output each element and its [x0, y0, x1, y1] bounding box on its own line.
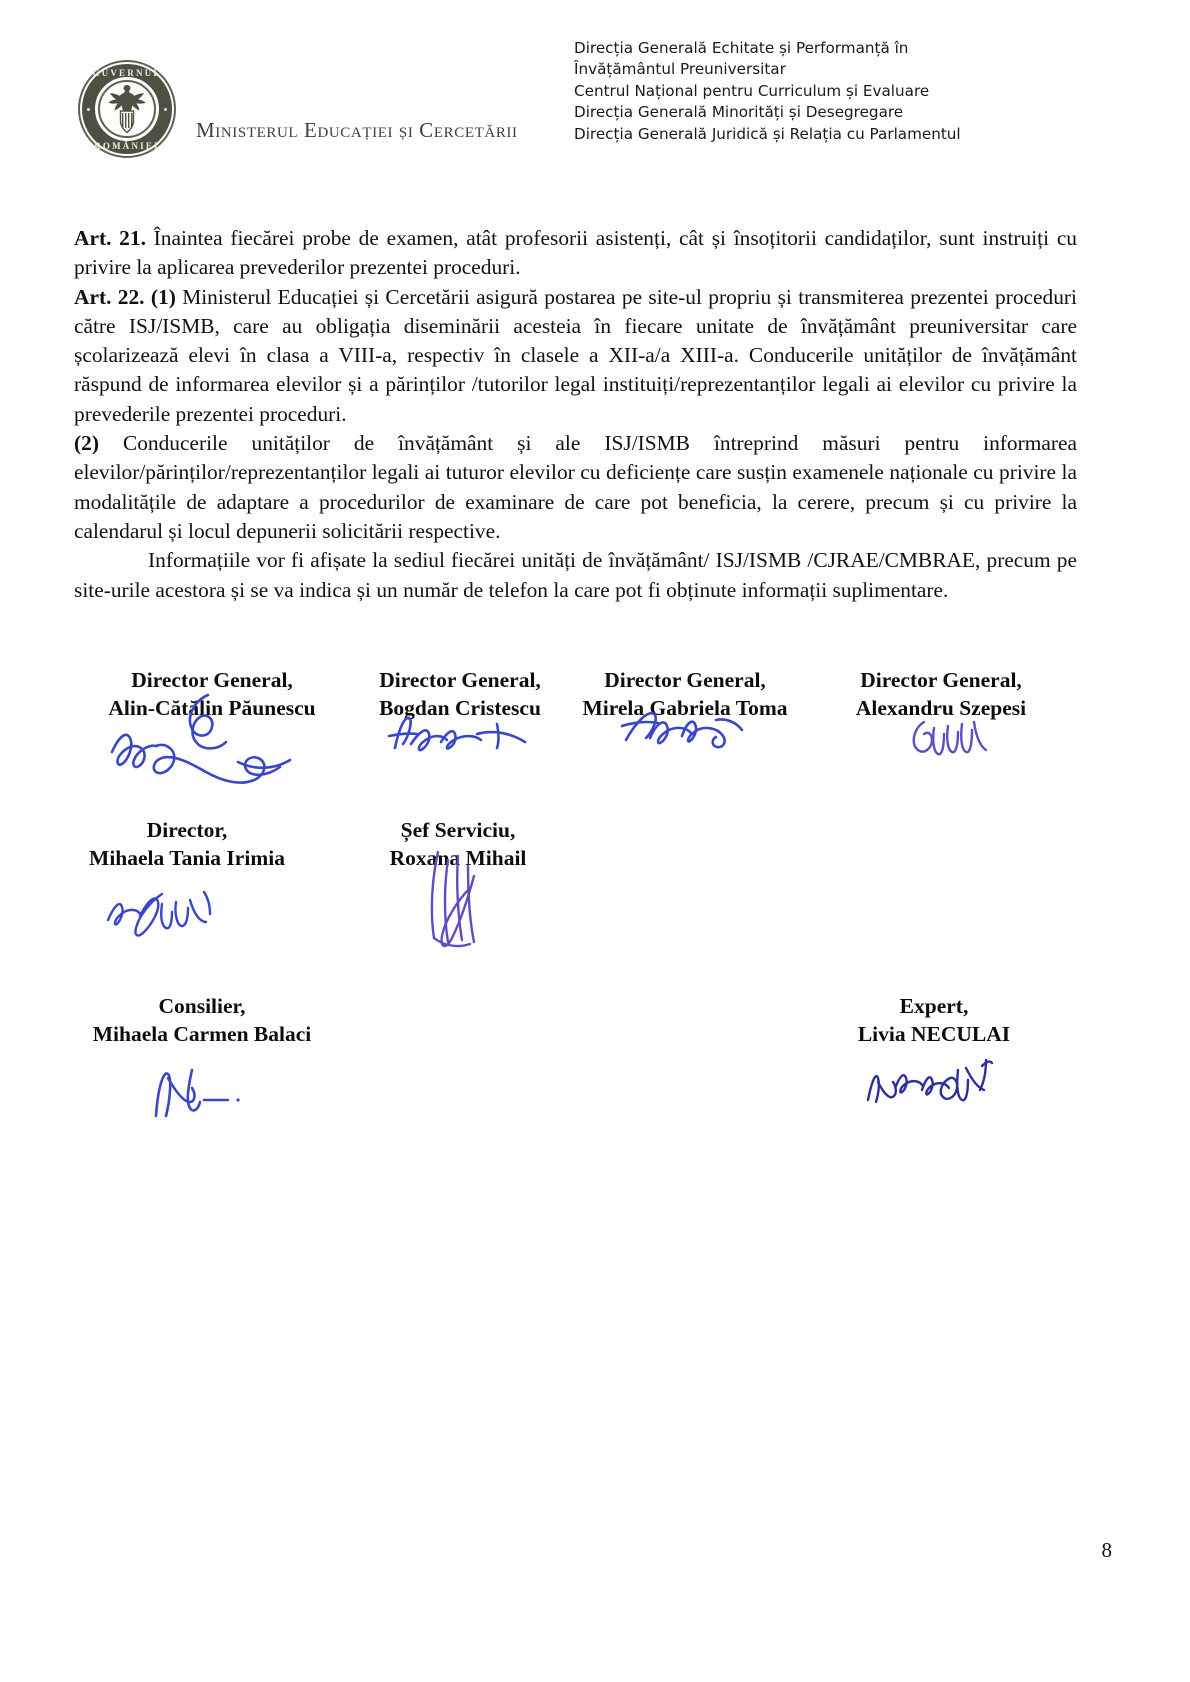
department-line: Direcția Generală Echitate și Performanță în	[574, 39, 909, 57]
ministry-title: Ministerul Educației și Cercetării	[196, 118, 518, 142]
seal-word-bottom: ROMÂNIEI	[94, 141, 160, 151]
handwritten-signature	[148, 1056, 258, 1122]
signature-name: Bogdan Cristescu	[379, 696, 541, 720]
signature-title: Șef Serviciu,	[400, 818, 516, 842]
signature-name: Mihaela Tania Irimia	[89, 846, 285, 870]
art21-label: Art. 21.	[74, 226, 146, 250]
signature-block-1	[78, 666, 346, 722]
government-seal-icon	[78, 60, 176, 158]
signature-block-5	[78, 816, 296, 872]
document-header	[0, 32, 1190, 152]
signature-title: Consilier,	[158, 994, 246, 1018]
paragraph-closing: Informațiile vor fi afișate la sediul fiecărei unități de învățământ/ ISJ/ISMB /CJRAE/CMBRAE, precum pe site-urile acestora și se va indica și un număr de telefon la care pot fi obținute informații suplimentare.	[74, 548, 1077, 602]
art22-label: Art. 22. (1)	[74, 284, 176, 309]
handwritten-signature	[100, 880, 240, 950]
signature-name: Mirela Gabriela Toma	[582, 696, 788, 720]
signature-block-4	[830, 666, 1052, 722]
department-line: Direcția Generală Minorități și Desegregare	[574, 103, 904, 122]
signature-name: Mihaela Carmen Balaci	[92, 1022, 312, 1046]
signature-name: Alin-Cătălin Păunescu	[108, 696, 316, 720]
seal-dot-right	[164, 108, 167, 111]
signature-block-8	[818, 992, 1050, 1048]
paragraph-art21	[74, 224, 1077, 283]
seal-word-top: GUVERNUL	[92, 68, 162, 78]
art21-text: Înaintea fiecărei probe de examen, atât profesorii asistenți, cât și însoțitorii candidaților, sunt instruiți cu privire la aplicarea prevederilor prezentei proceduri.	[74, 226, 1078, 280]
art22-2-text: Conducerile unităților de învățământ și ale ISJ/ISMB întreprind măsuri pentru informarea elevilor/părinților/reprezentanților legali ai tuturor elevilor cu deficiențe care susțin examenele naționale cu privire la modalitățile de adaptare a procedurilor de examinare de care pot beneficia, la cerere, precum și cu privire la calendarul și locul depunerii solicitării respective.	[74, 431, 1077, 543]
eagle-crest-icon	[105, 83, 149, 135]
signature-block-2	[345, 666, 575, 722]
department-list	[574, 38, 961, 145]
signature-title: Director General,	[131, 668, 293, 692]
department-line: Centrul Național pentru Curriculum și Evaluare	[574, 81, 930, 100]
department-line: Învățământul Preuniversitar	[574, 60, 786, 79]
department-line: Direcția Generală Juridică și Relația cu Parlamentul	[574, 124, 961, 143]
art22-2-label: (2)	[74, 431, 99, 456]
signature-block-3	[575, 666, 795, 722]
signature-name: Livia NECULAI	[857, 1022, 1011, 1046]
signature-title: Director General,	[379, 668, 541, 692]
handwritten-signature	[908, 716, 998, 766]
signature-title: Expert,	[899, 994, 969, 1018]
paragraph-art22-2	[74, 429, 1077, 546]
signature-title: Director General,	[604, 668, 766, 692]
document-body	[74, 224, 1077, 605]
paragraph-art22-1	[74, 283, 1077, 429]
signature-name: Alexandru Szepesi	[855, 696, 1027, 720]
signature-title: Director,	[146, 818, 228, 842]
seal-dot-left	[87, 108, 90, 111]
handwritten-signature	[862, 1056, 1012, 1120]
page-number: 8	[1101, 1538, 1112, 1562]
signature-title: Director General,	[860, 668, 1022, 692]
signature-block-6	[370, 816, 546, 872]
signature-name: Roxana Mihail	[389, 846, 527, 870]
art22-text: Ministerul Educației și Cercetării asigură postarea pe site-ul propriu și transmiterea prezentei proceduri către ISJ/ISMB, care au obligația diseminării acesteia în fiecare unitate de învățământ preuniversitar care școlarizează elevi în clasa a VIII-a, respectiv în clasele a XII-a/a XIII-a. Conducerile unităților de învățământ răspund de informarea elevilor și a părinților /tutorilor legal instituiți/reprezentanților legali ai elevilor cu privire la prevederile prezentei proceduri.	[74, 284, 1077, 426]
signature-block-7	[78, 992, 326, 1048]
